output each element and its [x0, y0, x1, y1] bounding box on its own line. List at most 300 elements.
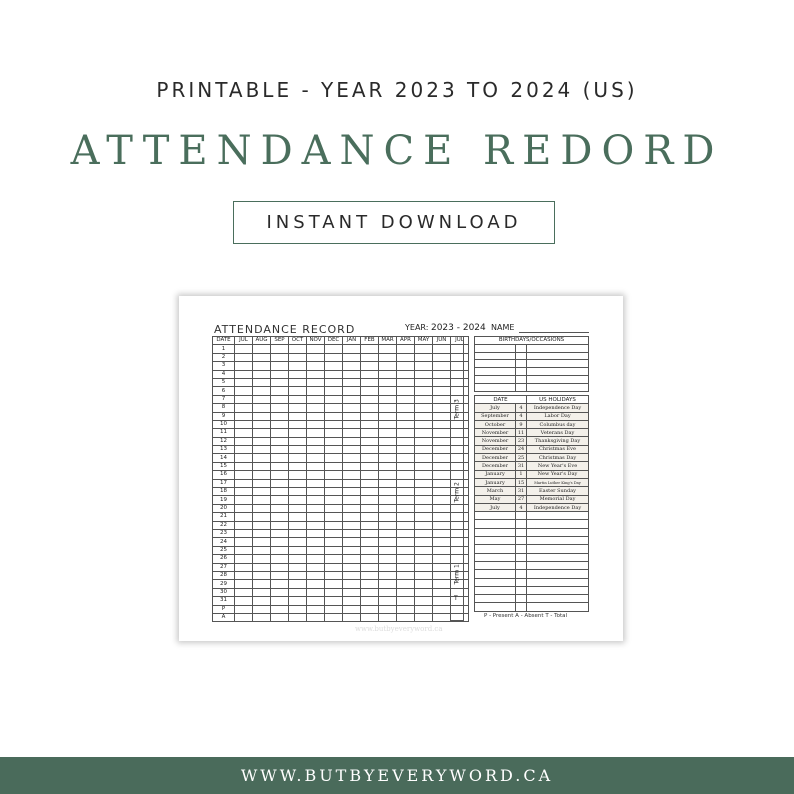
- name-line: [519, 332, 589, 333]
- attendance-cell: [379, 555, 397, 563]
- attendance-cell: [415, 529, 433, 537]
- attendance-cell: [253, 353, 271, 361]
- grid-row: [213, 479, 469, 487]
- attendance-cell: [379, 521, 397, 529]
- attendance-cell: [415, 588, 433, 596]
- attendance-cell: [433, 420, 451, 428]
- attendance-cell: [253, 605, 271, 613]
- holiday-row: [475, 553, 589, 561]
- attendance-cell: [397, 529, 415, 537]
- attendance-cell: [289, 580, 307, 588]
- holiday-month: July: [475, 503, 516, 511]
- attendance-cell: [325, 529, 343, 537]
- holiday-month: May: [475, 495, 516, 503]
- holidays-date-header: DATE: [475, 396, 527, 404]
- attendance-cell: [235, 462, 253, 470]
- attendance-cell: [289, 471, 307, 479]
- row-label: 20: [213, 504, 235, 512]
- attendance-cell: [361, 588, 379, 596]
- attendance-cell: [361, 613, 379, 621]
- attendance-cell: [433, 513, 451, 521]
- grid-row: [213, 613, 469, 621]
- subtitle: PRINTABLE - YEAR 2023 TO 2024 (US): [156, 78, 638, 102]
- holiday-month: [475, 603, 516, 611]
- attendance-cell: [325, 412, 343, 420]
- holiday-row: [475, 454, 589, 462]
- watermark: www.butbyeveryword.ca: [355, 625, 443, 633]
- grid-row: [213, 378, 469, 386]
- birthday-cell: [475, 368, 516, 376]
- attendance-cell: [379, 563, 397, 571]
- attendance-cell: [379, 378, 397, 386]
- attendance-cell: [415, 454, 433, 462]
- attendance-cell: [379, 420, 397, 428]
- holiday-name: [527, 528, 589, 536]
- attendance-cell: [433, 378, 451, 386]
- grid-row: [213, 521, 469, 529]
- grid-row: [213, 538, 469, 546]
- attendance-cell: [325, 555, 343, 563]
- attendance-cell: [361, 471, 379, 479]
- attendance-cell: [289, 538, 307, 546]
- holiday-row: [475, 462, 589, 470]
- attendance-cell: [343, 580, 361, 588]
- attendance-cell: [361, 462, 379, 470]
- attendance-cell: [325, 513, 343, 521]
- attendance-cell: [415, 563, 433, 571]
- attendance-cell: [397, 454, 415, 462]
- attendance-cell: [289, 555, 307, 563]
- attendance-cell: [433, 597, 451, 605]
- attendance-cell: [235, 454, 253, 462]
- grid-row: [213, 395, 469, 403]
- holiday-day: [516, 570, 527, 578]
- attendance-cell: [397, 412, 415, 420]
- attendance-cell: [253, 479, 271, 487]
- attendance-sheet-preview: [179, 296, 623, 641]
- attendance-cell: [343, 529, 361, 537]
- holiday-row: [475, 470, 589, 478]
- attendance-cell: [361, 513, 379, 521]
- attendance-cell: [253, 571, 271, 579]
- grid-row: [213, 504, 469, 512]
- attendance-cell: [289, 488, 307, 496]
- attendance-cell: [433, 471, 451, 479]
- row-label: 18: [213, 488, 235, 496]
- attendance-cell: [307, 529, 325, 537]
- footer-url[interactable]: WWW.BUTBYEVERYWORD.CA: [240, 766, 554, 785]
- holiday-name: [527, 595, 589, 603]
- instant-download-label: INSTANT DOWNLOAD: [266, 212, 522, 233]
- attendance-cell: [235, 597, 253, 605]
- attendance-cell: [271, 521, 289, 529]
- attendance-cell: [253, 555, 271, 563]
- grid-row: [213, 488, 469, 496]
- attendance-cell: [307, 555, 325, 563]
- attendance-cell: [379, 387, 397, 395]
- attendance-cell: [343, 563, 361, 571]
- attendance-cell: [235, 345, 253, 353]
- row-label: P: [213, 605, 235, 613]
- attendance-cell: [361, 563, 379, 571]
- attendance-cell: [271, 571, 289, 579]
- holiday-name: Easter Sunday: [527, 487, 589, 495]
- birthday-row: [475, 383, 589, 391]
- holiday-day: 31: [516, 487, 527, 495]
- holiday-day: [516, 578, 527, 586]
- holidays-table: [474, 395, 589, 612]
- holiday-month: [475, 553, 516, 561]
- attendance-cell: [343, 462, 361, 470]
- row-label: 17: [213, 479, 235, 487]
- attendance-cell: [271, 513, 289, 521]
- attendance-cell: [253, 395, 271, 403]
- grid-row: [213, 387, 469, 395]
- attendance-cell: [253, 429, 271, 437]
- attendance-cell: [307, 613, 325, 621]
- attendance-cell: [235, 370, 253, 378]
- holiday-row: [475, 437, 589, 445]
- row-label: 10: [213, 420, 235, 428]
- attendance-cell: [379, 471, 397, 479]
- attendance-cell: [343, 613, 361, 621]
- attendance-cell: [253, 529, 271, 537]
- attendance-cell: [415, 546, 433, 554]
- holiday-month: [475, 578, 516, 586]
- holiday-row: [475, 603, 589, 611]
- attendance-cell: [397, 395, 415, 403]
- attendance-cell: [235, 395, 253, 403]
- row-label: 21: [213, 513, 235, 521]
- attendance-cell: [415, 370, 433, 378]
- holiday-day: 31: [516, 462, 527, 470]
- attendance-cell: [361, 353, 379, 361]
- birthday-cell: [475, 344, 516, 352]
- attendance-cell: [307, 504, 325, 512]
- attendance-cell: [433, 605, 451, 613]
- row-label: 1: [213, 345, 235, 353]
- attendance-cell: [235, 546, 253, 554]
- attendance-cell: [271, 387, 289, 395]
- attendance-cell: [253, 345, 271, 353]
- holiday-day: [516, 512, 527, 520]
- attendance-cell: [361, 479, 379, 487]
- attendance-cell: [253, 404, 271, 412]
- attendance-cell: [307, 446, 325, 454]
- holiday-name: [527, 512, 589, 520]
- attendance-cell: [361, 429, 379, 437]
- attendance-cell: [235, 429, 253, 437]
- attendance-cell: [379, 345, 397, 353]
- attendance-cell: [433, 613, 451, 621]
- attendance-cell: [397, 538, 415, 546]
- attendance-cell: [379, 580, 397, 588]
- grid-row: [213, 462, 469, 470]
- attendance-cell: [397, 488, 415, 496]
- attendance-cell: [343, 597, 361, 605]
- attendance-cell: [289, 571, 307, 579]
- year-value: 2023 - 2024: [430, 323, 486, 333]
- attendance-cell: [253, 513, 271, 521]
- attendance-cell: [433, 546, 451, 554]
- holiday-row: [475, 528, 589, 536]
- holiday-day: 15: [516, 478, 527, 486]
- row-label: 6: [213, 387, 235, 395]
- attendance-cell: [433, 555, 451, 563]
- attendance-cell: [415, 605, 433, 613]
- birthdays-header: BIRTHDAYS/OCCASIONS: [475, 337, 589, 345]
- attendance-cell: [343, 362, 361, 370]
- attendance-cell: [325, 479, 343, 487]
- main-title: ATTENDANCE REDORD: [70, 128, 724, 174]
- attendance-cell: [289, 420, 307, 428]
- holiday-name: New Year's Eve: [527, 462, 589, 470]
- attendance-cell: [253, 521, 271, 529]
- term-label: Term 3: [453, 399, 461, 420]
- holiday-month: December: [475, 445, 516, 453]
- attendance-cell: [235, 479, 253, 487]
- total-marker: T: [454, 595, 458, 602]
- sheet-title: ATTENDANCE RECORD: [214, 323, 356, 336]
- attendance-cell: [397, 555, 415, 563]
- holiday-row: [475, 445, 589, 453]
- attendance-cell: [325, 378, 343, 386]
- birthday-cell: [516, 368, 527, 376]
- attendance-cell: [271, 378, 289, 386]
- attendance-cell: [307, 471, 325, 479]
- row-label: 31: [213, 597, 235, 605]
- attendance-cell: [271, 588, 289, 596]
- attendance-cell: [361, 504, 379, 512]
- grid-row: [213, 345, 469, 353]
- holiday-day: 11: [516, 429, 527, 437]
- attendance-cell: [343, 437, 361, 445]
- attendance-cell: [307, 429, 325, 437]
- attendance-cell: [307, 513, 325, 521]
- holiday-name: Labor Day: [527, 412, 589, 420]
- attendance-cell: [271, 437, 289, 445]
- attendance-cell: [397, 404, 415, 412]
- holiday-name: [527, 545, 589, 553]
- attendance-cell: [235, 538, 253, 546]
- attendance-cell: [397, 605, 415, 613]
- holiday-row: [475, 578, 589, 586]
- holiday-day: [516, 545, 527, 553]
- attendance-cell: [253, 538, 271, 546]
- holiday-row: [475, 412, 589, 420]
- holiday-name: [527, 603, 589, 611]
- holiday-name: [527, 570, 589, 578]
- holiday-month: July: [475, 404, 516, 412]
- birthday-row: [475, 352, 589, 360]
- attendance-cell: [343, 345, 361, 353]
- birthday-cell: [475, 383, 516, 391]
- attendance-cell: [289, 605, 307, 613]
- attendance-cell: [415, 580, 433, 588]
- holiday-name: Christmas Day: [527, 454, 589, 462]
- attendance-cell: [343, 605, 361, 613]
- attendance-cell: [397, 370, 415, 378]
- attendance-cell: [415, 429, 433, 437]
- attendance-cell: [253, 496, 271, 504]
- attendance-cell: [343, 404, 361, 412]
- holiday-month: September: [475, 412, 516, 420]
- attendance-cell: [253, 563, 271, 571]
- holiday-name: [527, 578, 589, 586]
- row-label: A: [213, 613, 235, 621]
- holiday-month: [475, 570, 516, 578]
- attendance-cell: [271, 597, 289, 605]
- attendance-cell: [307, 387, 325, 395]
- row-label: 11: [213, 429, 235, 437]
- row-label: 27: [213, 563, 235, 571]
- attendance-cell: [325, 496, 343, 504]
- attendance-cell: [361, 496, 379, 504]
- attendance-cell: [433, 538, 451, 546]
- attendance-cell: [325, 454, 343, 462]
- row-label: 19: [213, 496, 235, 504]
- row-label: 4: [213, 370, 235, 378]
- attendance-cell: [433, 437, 451, 445]
- holiday-name: [527, 561, 589, 569]
- attendance-cell: [397, 597, 415, 605]
- attendance-cell: [289, 588, 307, 596]
- grid-row: [213, 496, 469, 504]
- attendance-cell: [343, 429, 361, 437]
- birthday-cell: [516, 383, 527, 391]
- attendance-cell: [433, 529, 451, 537]
- attendance-cell: [325, 588, 343, 596]
- birthday-cell: [475, 375, 516, 383]
- holiday-month: [475, 512, 516, 520]
- attendance-cell: [289, 404, 307, 412]
- row-label: 15: [213, 462, 235, 470]
- row-label: 3: [213, 362, 235, 370]
- attendance-cell: [271, 362, 289, 370]
- birthday-cell: [527, 360, 589, 368]
- attendance-cell: [343, 488, 361, 496]
- attendance-grid: [212, 336, 469, 622]
- holiday-row: [475, 495, 589, 503]
- holiday-name: Thanksgiving Day: [527, 437, 589, 445]
- holiday-name: New Year's Day: [527, 470, 589, 478]
- holiday-day: 1: [516, 470, 527, 478]
- holiday-month: November: [475, 429, 516, 437]
- grid-row: [213, 412, 469, 420]
- attendance-cell: [253, 412, 271, 420]
- attendance-cell: [307, 563, 325, 571]
- month-header: JUL: [451, 337, 469, 345]
- birthday-cell: [516, 375, 527, 383]
- attendance-cell: [289, 613, 307, 621]
- attendance-cell: [397, 613, 415, 621]
- attendance-cell: [289, 353, 307, 361]
- attendance-cell: [271, 496, 289, 504]
- attendance-cell: [343, 378, 361, 386]
- attendance-cell: [361, 437, 379, 445]
- attendance-cell: [271, 370, 289, 378]
- attendance-cell: [271, 471, 289, 479]
- attendance-cell: [325, 488, 343, 496]
- attendance-cell: [343, 538, 361, 546]
- attendance-cell: [397, 345, 415, 353]
- attendance-cell: [343, 496, 361, 504]
- attendance-cell: [271, 504, 289, 512]
- attendance-cell: [415, 362, 433, 370]
- attendance-cell: [433, 496, 451, 504]
- attendance-cell: [307, 420, 325, 428]
- attendance-cell: [235, 571, 253, 579]
- attendance-cell: [379, 404, 397, 412]
- attendance-cell: [289, 496, 307, 504]
- holiday-row: [475, 478, 589, 486]
- row-label: 9: [213, 412, 235, 420]
- attendance-cell: [415, 597, 433, 605]
- attendance-cell: [307, 588, 325, 596]
- attendance-cell: [415, 378, 433, 386]
- attendance-cell: [379, 513, 397, 521]
- grid-row: [213, 353, 469, 361]
- attendance-cell: [433, 412, 451, 420]
- attendance-cell: [415, 395, 433, 403]
- month-header: MAY: [415, 337, 433, 345]
- grid-row: [213, 471, 469, 479]
- attendance-cell: [271, 479, 289, 487]
- attendance-cell: [379, 504, 397, 512]
- attendance-cell: [235, 513, 253, 521]
- attendance-cell: [361, 580, 379, 588]
- attendance-cell: [307, 546, 325, 554]
- attendance-cell: [361, 370, 379, 378]
- attendance-cell: [253, 580, 271, 588]
- attendance-cell: [361, 555, 379, 563]
- grid-row: [213, 605, 469, 613]
- holiday-day: [516, 561, 527, 569]
- attendance-cell: [433, 395, 451, 403]
- attendance-cell: [325, 521, 343, 529]
- attendance-cell: [433, 370, 451, 378]
- attendance-cell: [235, 580, 253, 588]
- birthday-cell: [475, 352, 516, 360]
- holiday-row: [475, 503, 589, 511]
- attendance-cell: [379, 496, 397, 504]
- attendance-cell: [433, 571, 451, 579]
- row-label: 30: [213, 588, 235, 596]
- attendance-cell: [307, 378, 325, 386]
- attendance-cell: [271, 538, 289, 546]
- attendance-cell: [235, 362, 253, 370]
- month-header: APR: [397, 337, 415, 345]
- attendance-cell: [307, 605, 325, 613]
- birthday-row: [475, 375, 589, 383]
- term-label: Term 2: [453, 482, 461, 503]
- holiday-row: [475, 512, 589, 520]
- attendance-cell: [343, 395, 361, 403]
- grid-row: [213, 370, 469, 378]
- attendance-cell: [433, 353, 451, 361]
- grid-row: [213, 404, 469, 412]
- attendance-cell: [343, 387, 361, 395]
- attendance-cell: [415, 613, 433, 621]
- attendance-cell: [433, 362, 451, 370]
- attendance-cell: [415, 462, 433, 470]
- attendance-cell: [271, 563, 289, 571]
- attendance-cell: [235, 387, 253, 395]
- row-label: 8: [213, 404, 235, 412]
- attendance-cell: [361, 521, 379, 529]
- attendance-cell: [253, 462, 271, 470]
- attendance-cell: [415, 488, 433, 496]
